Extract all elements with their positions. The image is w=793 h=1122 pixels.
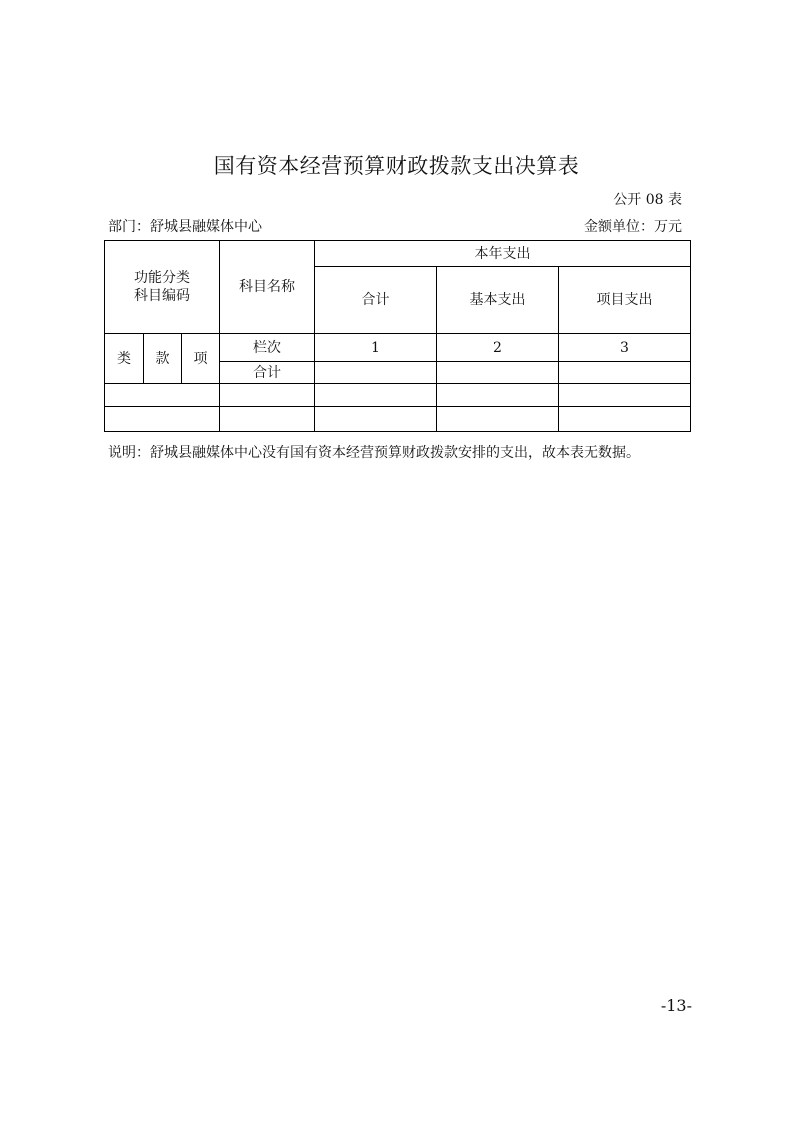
column-index-1: 1 xyxy=(315,334,437,362)
current-year-expense-header: 本年支出 xyxy=(315,241,691,267)
empty-name-cell xyxy=(220,407,315,432)
header-row-1 xyxy=(105,241,691,267)
empty-basic-cell xyxy=(437,407,559,432)
column-index-row xyxy=(105,334,691,362)
explanation-note: 说明：舒城县融媒体中心没有国有资本经营预算财政拨款安排的支出，故本表无数据。 xyxy=(108,445,640,461)
empty-project-cell xyxy=(559,384,691,407)
empty-total-cell xyxy=(315,384,437,407)
table-number: 公开 08 表 xyxy=(613,192,682,208)
total-row-basic xyxy=(437,362,559,384)
func-class-header xyxy=(105,241,220,334)
empty-name-cell xyxy=(220,384,315,407)
total-row-label: 合计 xyxy=(220,362,315,384)
total-row-total xyxy=(315,362,437,384)
department-label: 部门：舒城县融媒体中心 xyxy=(108,219,262,235)
page-number: -13- xyxy=(660,996,692,1015)
column-index-3: 3 xyxy=(559,334,691,362)
func-class-line2: 科目编码 xyxy=(134,288,190,304)
category-header: 类 xyxy=(105,334,144,384)
empty-code-cell xyxy=(105,407,220,432)
empty-total-cell xyxy=(315,407,437,432)
empty-code-cell xyxy=(105,384,220,407)
table-row xyxy=(105,407,691,432)
subject-name-header: 科目名称 xyxy=(220,241,315,334)
amount-unit-label: 金额单位：万元 xyxy=(584,219,682,235)
table-row xyxy=(105,384,691,407)
column-index-2: 2 xyxy=(437,334,559,362)
project-expense-header: 项目支出 xyxy=(559,267,691,334)
total-header: 合计 xyxy=(315,267,437,334)
total-row-project xyxy=(559,362,691,384)
column-index-label: 栏次 xyxy=(220,334,315,362)
func-class-line1: 功能分类 xyxy=(134,270,190,286)
empty-basic-cell xyxy=(437,384,559,407)
document-title: 国有资本经营预算财政拨款支出决算表 xyxy=(213,154,580,178)
item-header: 项 xyxy=(182,334,220,384)
section-header: 款 xyxy=(144,334,182,384)
expense-table xyxy=(104,240,691,432)
basic-expense-header: 基本支出 xyxy=(437,267,559,334)
empty-project-cell xyxy=(559,407,691,432)
